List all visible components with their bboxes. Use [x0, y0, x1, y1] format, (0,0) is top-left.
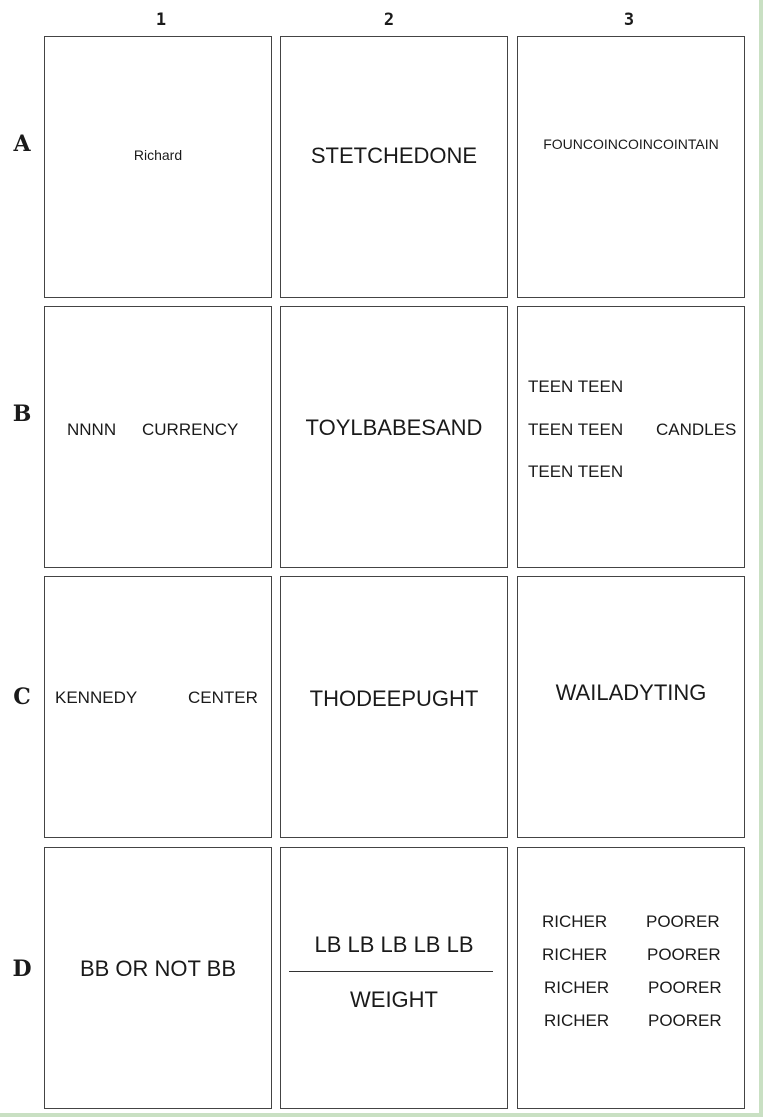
- cell-d3-left-1: RICHER: [542, 912, 608, 931]
- cell-d3-left-2: RICHER: [542, 945, 608, 964]
- puzzle-cell-a2[interactable]: [280, 36, 508, 298]
- cell-a2-text: STETCHEDONE: [310, 143, 478, 168]
- puzzle-cell-a1[interactable]: [44, 36, 272, 298]
- cell-d2-denominator: WEIGHT: [350, 987, 438, 1012]
- column-header-3: 3: [623, 10, 635, 30]
- cell-b1-left-text: NNNN: [67, 420, 117, 439]
- cell-c1-left-text: KENNEDY: [55, 688, 138, 707]
- cell-c3-text: WAILADYTING: [555, 680, 707, 705]
- cell-a1-text: Richard: [133, 147, 183, 163]
- cell-d3-right-1: POORER: [646, 912, 720, 931]
- puzzle-cell-b2[interactable]: [280, 306, 508, 568]
- cell-d2-numerator: LB LB LB LB LB: [314, 932, 474, 957]
- puzzle-cell-c1[interactable]: [44, 576, 272, 838]
- cell-b2-text: TOYLBABESAND: [305, 415, 483, 440]
- puzzle-cell-c2[interactable]: [280, 576, 508, 838]
- puzzle-cell-b1[interactable]: [44, 306, 272, 568]
- cell-b3-line-3: TEEN TEEN: [528, 462, 624, 481]
- puzzle-cell-d2[interactable]: [280, 847, 508, 1109]
- cell-d3-right-2: POORER: [647, 945, 721, 964]
- cell-d3-left-4: RICHER: [544, 1011, 610, 1030]
- cell-d3-right-4: POORER: [648, 1011, 722, 1030]
- cell-b3-line-2: TEEN TEEN: [528, 420, 624, 439]
- cell-b1-right-text: CURRENCY: [142, 420, 239, 439]
- cell-c2-text: THODEEPUGHT: [309, 686, 479, 711]
- cell-d3-right-3: POORER: [648, 978, 722, 997]
- column-header-2: 2: [383, 10, 395, 30]
- cell-a3-text: FOUNCOINCOINCOINTAIN: [543, 136, 719, 152]
- puzzle-cell-d1[interactable]: [44, 847, 272, 1109]
- puzzle-cell-d3[interactable]: [517, 847, 745, 1109]
- puzzle-cell-c3[interactable]: [517, 576, 745, 838]
- cell-d1-text: BB OR NOT BB: [79, 956, 237, 981]
- cell-c1-right-text: CENTER: [188, 688, 258, 707]
- cell-b3-right-text: CANDLES: [656, 420, 737, 439]
- puzzle-cell-a3[interactable]: [517, 36, 745, 298]
- row-header-a: A: [13, 131, 31, 157]
- row-header-d: D: [12, 956, 32, 982]
- column-header-1: 1: [155, 10, 167, 30]
- row-header-c: C: [13, 684, 31, 710]
- cell-b3-line-1: TEEN TEEN: [528, 377, 624, 396]
- fraction-line: [289, 971, 493, 972]
- row-header-b: B: [12, 401, 32, 427]
- cell-d3-left-3: RICHER: [544, 978, 610, 997]
- puzzle-cell-b3[interactable]: [517, 306, 745, 568]
